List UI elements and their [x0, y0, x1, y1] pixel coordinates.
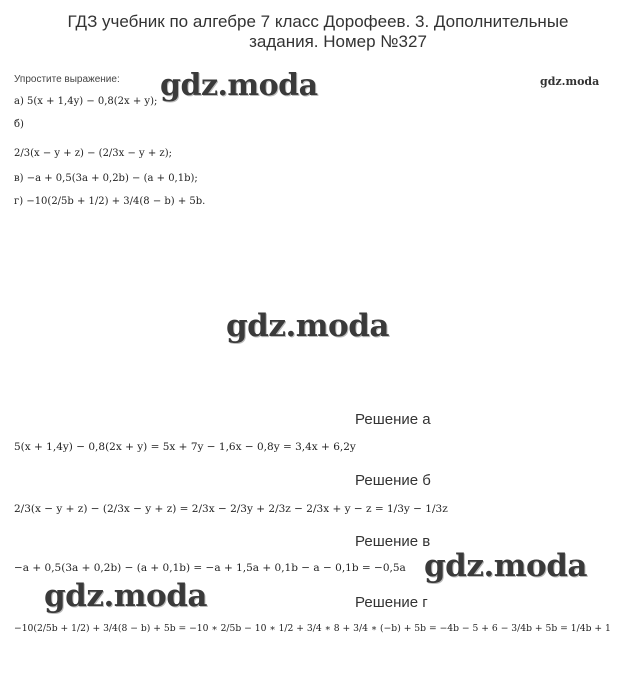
watermark-logo-small: gdz.moda	[540, 75, 600, 88]
watermark-logo-top: gdz.moda	[160, 68, 318, 103]
task-item-g: г) −10(2/5b + 1/2) + 3/4(8 − b) + 5b.	[14, 196, 206, 207]
task-item-b: 2/3(x − y + z) − (2/3x − y + z);	[14, 148, 172, 159]
task-item-v: в) −a + 0,5(3a + 0,2b) − (a + 0,1b);	[14, 173, 198, 184]
watermark-logo-left: gdz.moda	[44, 578, 207, 614]
solution-b-math: 2/3(x − y + z) − (2/3x − y + z) = 2/3x − 2/3y + 2/3z − 2/3x + y − z = 1/3y − 1/3z	[14, 503, 448, 515]
solution-v-math: −a + 0,5(3a + 0,2b) − (a + 0,1b) = −a + 1,5a + 0,1b − a − 0,1b = −0,5a	[14, 562, 406, 574]
task-item-b-label: б)	[14, 119, 24, 130]
task-label: Упростите выражение:	[14, 74, 120, 85]
page-title	[0, 12, 636, 52]
page-title-line-1: ГДЗ учебник по алгебре 7 класс Дорофеев. 3. Дополнительные	[67, 12, 569, 31]
watermark-logo-center: gdz.moda	[226, 308, 389, 344]
solution-a-math: 5(x + 1,4y) − 0,8(2x + y) = 5x + 7y − 1,6x − 0,8y = 3,4x + 6,2y	[14, 441, 356, 453]
solution-v-heading: Решение в	[355, 533, 431, 550]
solution-g-math: −10(2/5b + 1/2) + 3/4(8 − b) + 5b = −10 ∗ 2/5b − 10 ∗ 1/2 + 3/4 ∗ 8 + 3/4 ∗ (−b) + 5b = −4b − 5 + 6 − 3/4b + 5b = 1/4b + 1	[14, 623, 611, 634]
solution-g-heading: Решение г	[355, 594, 428, 611]
task-item-a: а) 5(x + 1,4y) − 0,8(2x + y);	[14, 96, 158, 107]
solution-b-heading: Решение б	[355, 472, 431, 489]
solution-a-heading: Решение а	[355, 411, 431, 428]
watermark-logo-right: gdz.moda	[424, 548, 587, 584]
page-title-line-2: задания. Номер №327	[249, 32, 427, 51]
